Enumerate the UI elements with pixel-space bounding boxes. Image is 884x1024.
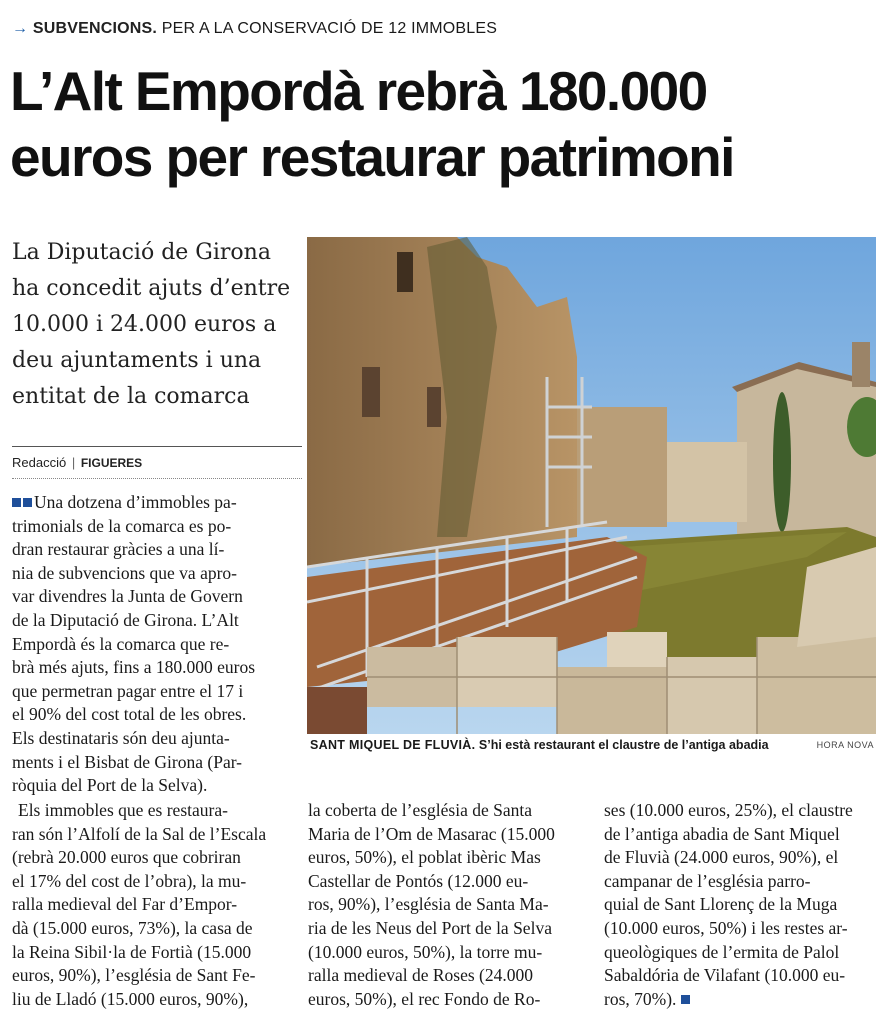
- paragraph-start-icon: [23, 498, 32, 507]
- text-line: dran restaurar gràcies a una lí-: [12, 539, 225, 560]
- text-line: el 17% del cost de l’obra), la mu-: [12, 870, 247, 891]
- paragraph-start-icon: [12, 498, 21, 507]
- body-column-3: [604, 799, 853, 1011]
- standfirst-line: La Diputació de Girona: [12, 240, 271, 265]
- divider: [12, 478, 302, 479]
- standfirst-line: deu ajuntaments i una: [12, 348, 262, 373]
- byline-author: Redacció: [12, 455, 67, 470]
- byline: [12, 455, 142, 470]
- text-line: [12, 491, 255, 515]
- text-line: campanar de l’església parro-: [604, 870, 811, 891]
- text-line: brà més ajuts, fins a 180.000 euros: [12, 657, 256, 678]
- text-line: ralla medieval del Far d’Empor-: [12, 894, 238, 915]
- text-line: de l’antiga abadia de Sant Miquel: [604, 823, 840, 844]
- text-line: la coberta de l’església de Santa: [308, 800, 532, 820]
- text-line: quial de Sant Llorenç de la Muga: [604, 894, 838, 915]
- text-line: nia de subvencions que va apro-: [12, 562, 237, 583]
- body-column-2: [308, 799, 555, 1011]
- kicker-text: PER A LA CONSERVACIÓ DE 12 IMMOBLES: [161, 20, 498, 37]
- standfirst-line: entitat de la comarca: [12, 384, 250, 409]
- text-line: Maria de l’Om de Masarac (15.000: [308, 823, 555, 844]
- text-line: Empordà és la comarca que re-: [12, 633, 230, 654]
- headline: [10, 58, 880, 190]
- standfirst-line: ha concedit ajuts d’entre: [12, 276, 291, 301]
- text-line: Els immobles que es restaura-: [18, 800, 228, 820]
- photo-credit: HORA NOVA: [816, 740, 874, 750]
- standfirst: [12, 235, 302, 415]
- byline-separator: |: [71, 455, 76, 470]
- caption-place: SANT MIQUEL DE FLUVIÀ.: [310, 738, 476, 752]
- text-line: Sabaldória de Vilafant (10.000 eu-: [604, 965, 846, 986]
- text-line: ran són l’Alfolí de la Sal de l’Escala: [12, 823, 267, 844]
- headline-line: euros per restaurar patrimoni: [10, 126, 734, 188]
- divider: [12, 446, 302, 447]
- text-line: el 90% del cost total de les obres.: [12, 704, 247, 725]
- text-line: ralla medieval de Roses (24.000: [308, 965, 534, 986]
- text-line: la Reina Sibil·la de Fortià (15.000: [12, 941, 252, 962]
- text-line-content: ros, 70%).: [604, 988, 677, 1009]
- text-line: que permetran pagar entre el 17 i: [12, 680, 244, 701]
- text-line: euros, 50%), el poblat ibèric Mas: [308, 847, 541, 868]
- kicker: [12, 20, 497, 38]
- text-line: (rebrà 20.000 euros que cobriran: [12, 847, 241, 868]
- intro-paragraph: [12, 491, 255, 798]
- article-photo: [307, 237, 876, 734]
- text-line: Els destinataris són deu ajunta-: [12, 727, 230, 748]
- caption-text: S’hi està restaurant el claustre de l’antiga abadia: [478, 738, 769, 752]
- text-line: var divendres la Junta de Govern: [12, 586, 243, 607]
- body-column-1: [12, 799, 266, 1011]
- end-mark-icon: [681, 995, 690, 1004]
- text-line: [604, 988, 853, 1012]
- text-line: (10.000 euros, 50%), la torre mu-: [308, 941, 543, 962]
- text-line: ròquia del Port de la Selva).: [12, 775, 208, 796]
- text-line: liu de Lladó (15.000 euros, 90%),: [12, 988, 249, 1009]
- text-line-content: Una dotzena d’immobles pa-: [34, 492, 237, 512]
- byline-location: FIGUERES: [80, 456, 143, 470]
- text-line: Castellar de Pontós (12.000 eu-: [308, 870, 529, 891]
- kicker-section: SUBVENCIONS.: [32, 20, 158, 37]
- photo-illustration: [307, 237, 876, 734]
- photo-caption: [310, 738, 880, 752]
- text-line: euros, 50%), el rec Fondo de Ro-: [308, 988, 541, 1009]
- text-line: trimonials de la comarca es po-: [12, 515, 232, 536]
- text-line: ria de les Neus del Port de la Selva: [308, 917, 552, 938]
- text-line: ros, 90%), l’església de Santa Ma-: [308, 894, 549, 915]
- text-line: queològiques de l’ermita de Palol: [604, 941, 840, 962]
- headline-line: L’Alt Empordà rebrà 180.000: [10, 60, 707, 122]
- text-line: de Fluvià (24.000 euros, 90%), el: [604, 847, 839, 868]
- text-line: dà (15.000 euros, 73%), la casa de: [12, 917, 253, 938]
- text-line: ses (10.000 euros, 25%), el claustre: [604, 800, 853, 820]
- text-line: euros, 90%), l’església de Sant Fe-: [12, 965, 256, 986]
- arrow-icon: →: [12, 20, 29, 37]
- standfirst-line: 10.000 i 24.000 euros a: [12, 312, 277, 337]
- text-line: de la Diputació de Girona. L’Alt: [12, 609, 239, 630]
- text-line: (10.000 euros, 50%) i les restes ar-: [604, 917, 848, 938]
- text-line: ments i el Bisbat de Girona (Par-: [12, 751, 243, 772]
